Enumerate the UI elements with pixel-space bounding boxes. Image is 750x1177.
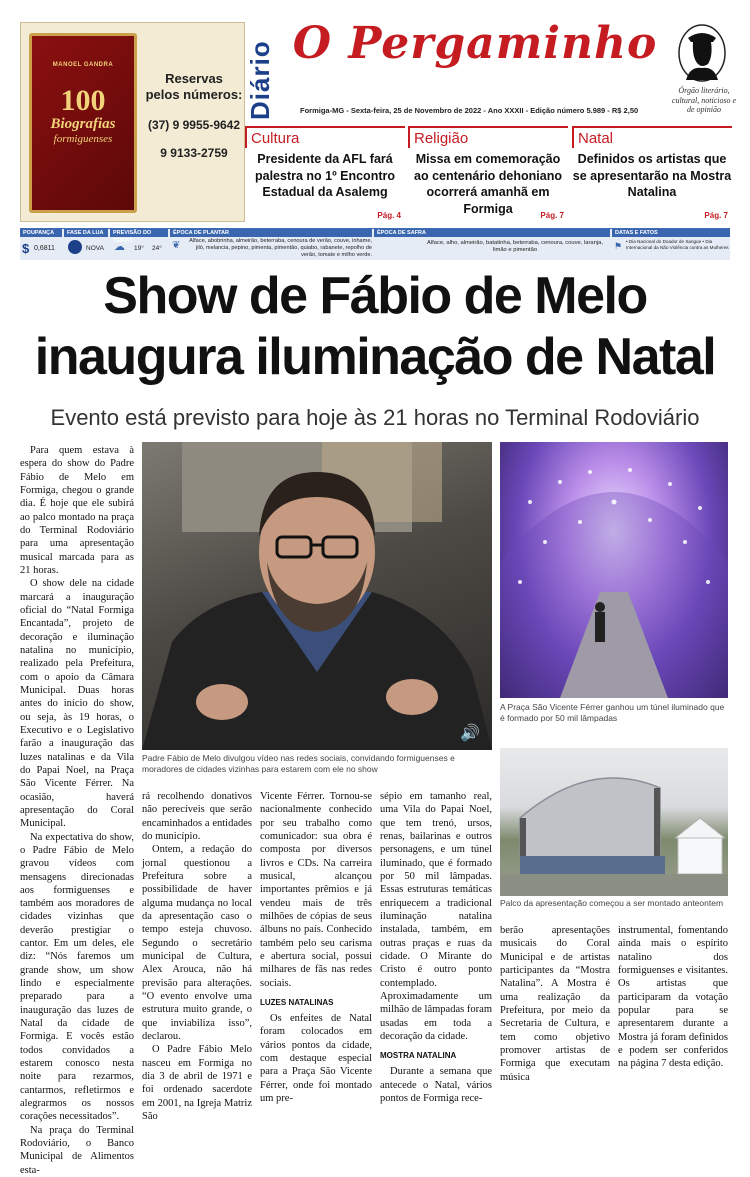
teaser-cultura[interactable] — [245, 126, 405, 222]
tempo-min: 19° — [134, 245, 144, 252]
plantar-text: Alface, abobrinha, almeirão, beterraba, cenoura de verão, couve, inhame, jiló, melancia, pepino, pimenta, pimentão, quiabo, rabanete, repolho de verão, tomate e milho verde. — [189, 238, 372, 258]
ad-text — [143, 71, 245, 160]
teaser-natal[interactable] — [572, 126, 732, 222]
book-cover — [29, 33, 137, 213]
article-column-4 — [380, 790, 492, 1105]
caption-main-photo: Padre Fábio de Melo divulgou vídeo nas redes sociais, convidando formiguenses e moradores de cidades vizinhas para estarem com ele no show — [142, 753, 455, 774]
priest-illustration — [142, 442, 492, 750]
paragraph: berão apresentações musicais do Coral Municipal e de artistas participantes da “Mostra Natalina”. A Mostra é uma realização da Prefeitura, por meio da Secretaria de Cultura, e tem como objetivo promover artistas de Formiga que executam música — [500, 925, 610, 1083]
newspaper-name: O Pergaminho — [292, 18, 658, 69]
teaser-religiao[interactable] — [408, 126, 568, 222]
paragraph: Ontem, a redação do jornal questionou a Prefeitura sobre a possibilidade de haver alguma mudança no local da apresentação caso o tempo esteja chuvoso. Segundo o secretário municipal de Cultura, Alex Arouca, não há previsão para alterações. “O evento envolve uma estrutura muito grande, o que inviabiliza isso”, declarou. — [142, 844, 252, 1042]
paragraph: Os enfeites de Natal foram colocados em vários pontos da cidade, com destaque especial para a Praça São Vicente Férrer, onde foi montado um pre- — [260, 1013, 372, 1105]
safra-label: ÉPOCA DE SAFRA — [374, 229, 610, 237]
sprout-icon: ❦ — [172, 240, 181, 251]
article-column-3 — [260, 790, 372, 1105]
book-title-1: Biografias — [50, 116, 116, 132]
article-column-5 — [500, 924, 610, 1083]
poupanca-label: POUPANÇA — [20, 229, 62, 237]
paragraph: O Padre Fábio Melo nasceu em Formiga no dia 3 de abril de 1971 e foi ordenado sacerdote em 2001, na Igreja Matriz São — [142, 1044, 252, 1122]
datas-label: DATAS E FATOS — [612, 229, 730, 237]
cloud-icon: ☁ — [114, 241, 125, 253]
paragraph: rá recolhendo donativos não perecíveis que serão encaminhados a entidades do município. — [142, 791, 252, 842]
teaser-page: Pág. 4 — [377, 211, 401, 220]
teaser-headline: Definidos os artistas que se apresentarão na Mostra Natalina — [572, 152, 732, 199]
teaser-section: Religião — [408, 126, 568, 148]
teaser-page: Pág. 7 — [704, 211, 728, 220]
diario-label: Diário — [245, 40, 275, 120]
tunnel-illustration — [500, 442, 728, 698]
paragraph: instrumental, fomentando ainda mais o espírito natalino dos formiguenses e visitantes. Os artistas que participaram da votação popular para se apresentarem durante a Mostra já foram definidos e podem ser conferidos na página 7 desta edição. — [618, 925, 728, 1070]
teaser-section: Cultura — [245, 126, 405, 148]
datas-text: • Dia Nacional do Doador de Sangue • Dia Internacional da Não Violência contra as Mulheres — [626, 239, 729, 251]
paragraph: Durante a semana que antecede o Natal, vários pontos de Formiga rece- — [380, 1066, 492, 1105]
plantar-label: ÉPOCA DE PLANTAR — [170, 229, 372, 237]
book-author: MANOEL GANDRA — [52, 62, 114, 68]
teaser-headline: Presidente da AFL fará palestra no 1º Encontro Estadual da Asalemg — [254, 152, 395, 199]
book-ad — [20, 22, 245, 222]
caption-tunnel: A Praça São Vicente Férrer ganhou um túnel iluminado que é formado por 50 mil lâmpadas — [500, 702, 725, 723]
subheadline: Evento está previsto para hoje às 21 horas no Terminal Rodoviário — [50, 405, 700, 430]
tempo-max: 24° — [152, 245, 162, 252]
paragraph: Na praça do Terminal Rodoviário, o Banco Municipal de Alimentos esta- — [20, 1124, 134, 1176]
teaser-page: Pág. 7 — [540, 211, 564, 220]
paragraph: sépio em tamanho real, uma Vila do Papai Noel, que tem trenó, ursos, renas, bailarinas e outros personagens, e um túnel iluminado, que é formado por 50 mil lâmpadas. Essas estruturas temáticas enriquecem a tradicional iluminação natalina instalada, também, em outras praças e ruas da cidade. O Mirante do Cristo é outro ponto contemplado. Aproximadamente um milhão de lâmpadas foram usadas em toda a decoração da cidade. — [380, 791, 492, 1042]
safra-text: Alface, alho, almeirão, batatinha, beterraba, cenoura, couve, laranja, limão e pimentão — [427, 240, 603, 254]
main-headline — [0, 266, 750, 389]
teaser-section: Natal — [572, 126, 732, 148]
stage-photo — [500, 748, 728, 896]
section-heading: LUZES NATALINAS — [260, 997, 334, 1007]
priest-video-photo — [142, 442, 492, 750]
ad-phone-1: (37) 9 9955-9642 — [147, 117, 241, 132]
tempo-label: PREVISÃO DO TEMPO — [110, 229, 168, 237]
headline-line-2: inaugura iluminação de Natal — [34, 328, 716, 387]
poupanca-value: 0,6811 — [34, 245, 55, 252]
paragraph: Para quem estava à espera do show do Padre Fábio de Melo em Formiga, chegou o grande dia. É hoje que ele subirá ao palco montado na praça do Terminal Rodoviário para uma apresentação musical marcada para as 21 horas. — [20, 445, 134, 576]
paragraph: O show dele na cidade marcará a inauguração oficial do “Natal Formiga Encantada”, projeto de decoração e iluminação natalina no município, realizado pela Prefeitura, com o apoio da Câmara Municipal. Duas horas antes do início do show, ou seja, às 19 horas, o Executivo e o Legislativo farão a inauguração das luzes natalinas e da Vila do Papai Noel, na Praça São Vicente Férrer. Na ocasião, haverá apresentação do Coral Municipal. — [20, 578, 134, 830]
ad-phone-2: 9 9133-2759 — [160, 145, 228, 160]
article-column-1 — [20, 444, 134, 1176]
tunnel-lights-photo — [500, 442, 728, 698]
headline-line-1: Show de Fábio de Melo — [103, 267, 647, 325]
section-heading: MOSTRA NATALINA — [380, 1051, 457, 1061]
paragraph: Na expectativa do show, o Padre Fábio de Melo gravou vídeos com mensagens direcionadas aos formiguenses e também aos moradores de cidades vizinhas que deverão prestigiar o cantor. Em um deles, ele diz: “Nós faremos um grande show, um show lindo e especialmente preparado para a inauguração das luzes de Natal da cidade de Formiga. E vocês estão todos convidados a estarem conosco nesta noite para rezarmos, cantarmos, refletirmos e alegrarmos os nossos corações necessitados”. — [20, 831, 134, 1123]
info-bar — [20, 228, 730, 260]
ad-reserve-line1: Reservas — [165, 71, 223, 86]
article-column-2 — [142, 790, 252, 1122]
lua-label: FASE DA LUA — [64, 229, 108, 237]
author-silhouette-icon — [678, 24, 726, 82]
lua-value: NOVA — [86, 245, 104, 252]
book-title-2: formiguenses — [53, 132, 113, 145]
flag-icon: ⚑ — [614, 241, 623, 251]
money-icon: $ — [22, 241, 30, 256]
book-number: 100 — [60, 84, 106, 117]
stage-illustration — [500, 748, 728, 896]
edition-meta: Formiga-MG - Sexta-feira, 25 de Novembro de 2022 - Ano XXXII - Edição número 5.989 - R$ 2,50 — [300, 106, 639, 115]
speaker-icon[interactable]: 🔊 — [460, 723, 480, 742]
paragraph: Vicente Férrer. Tornou-se nacionalmente conhecido por seu trabalho como comunicador: sua obra é composta por diversos livros e CDs. Na carreira musical, alcançou importantes prêmios e já vendeu mais de três milhões de cópias de seus álbuns no país. Conhecido também pelo seu carisma e abertura social, possui milhares de fãs nas redes sociais. — [260, 791, 372, 989]
teaser-headline: Missa em comemoração ao centenário dehoniano ocorrerá amanhã em Formiga — [414, 152, 562, 216]
caption-stage: Palco da apresentação começou a ser montado anteontem — [500, 898, 724, 908]
slogan: Órgão literário, cultural, noticioso e de opinião — [671, 86, 737, 115]
moon-icon — [68, 240, 82, 254]
ad-reserve-line2: pelos números: — [145, 87, 243, 103]
article-column-6 — [618, 924, 728, 1070]
